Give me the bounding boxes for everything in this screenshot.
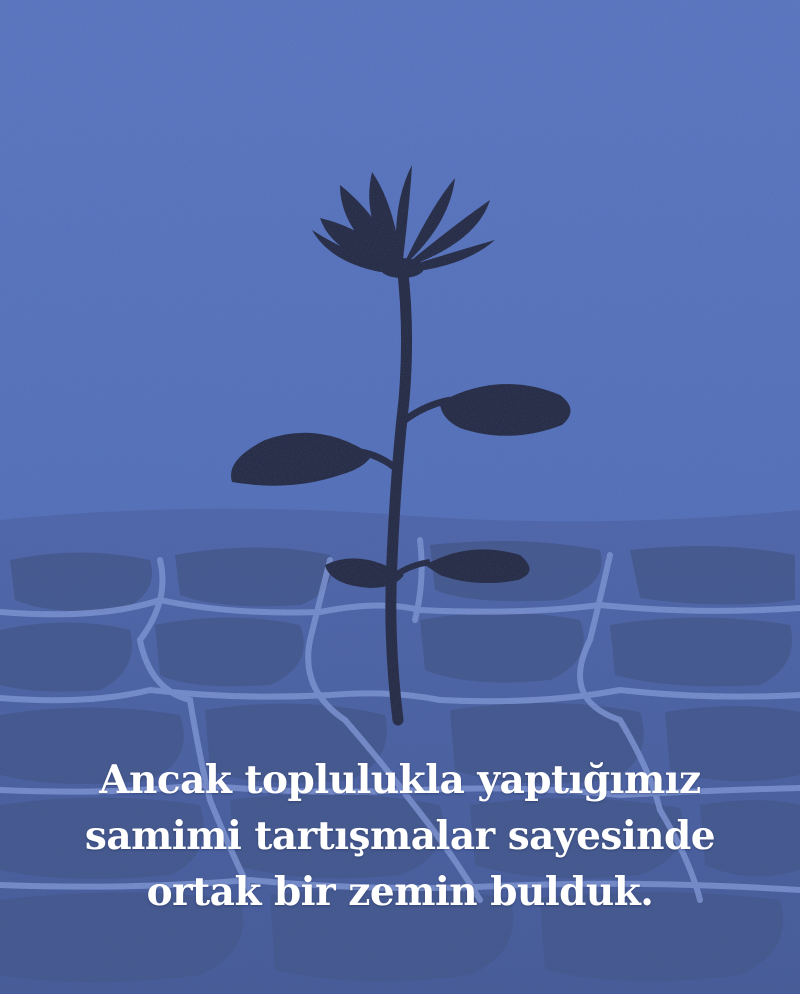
caption-line-1: Ancak toplulukla yaptığımız: [99, 757, 701, 803]
caption-line-3: ortak bir zemin bulduk.: [146, 869, 654, 915]
caption-line-2: samimi tartışmalar sayesinde: [84, 813, 716, 859]
caption-text: [0, 752, 800, 920]
